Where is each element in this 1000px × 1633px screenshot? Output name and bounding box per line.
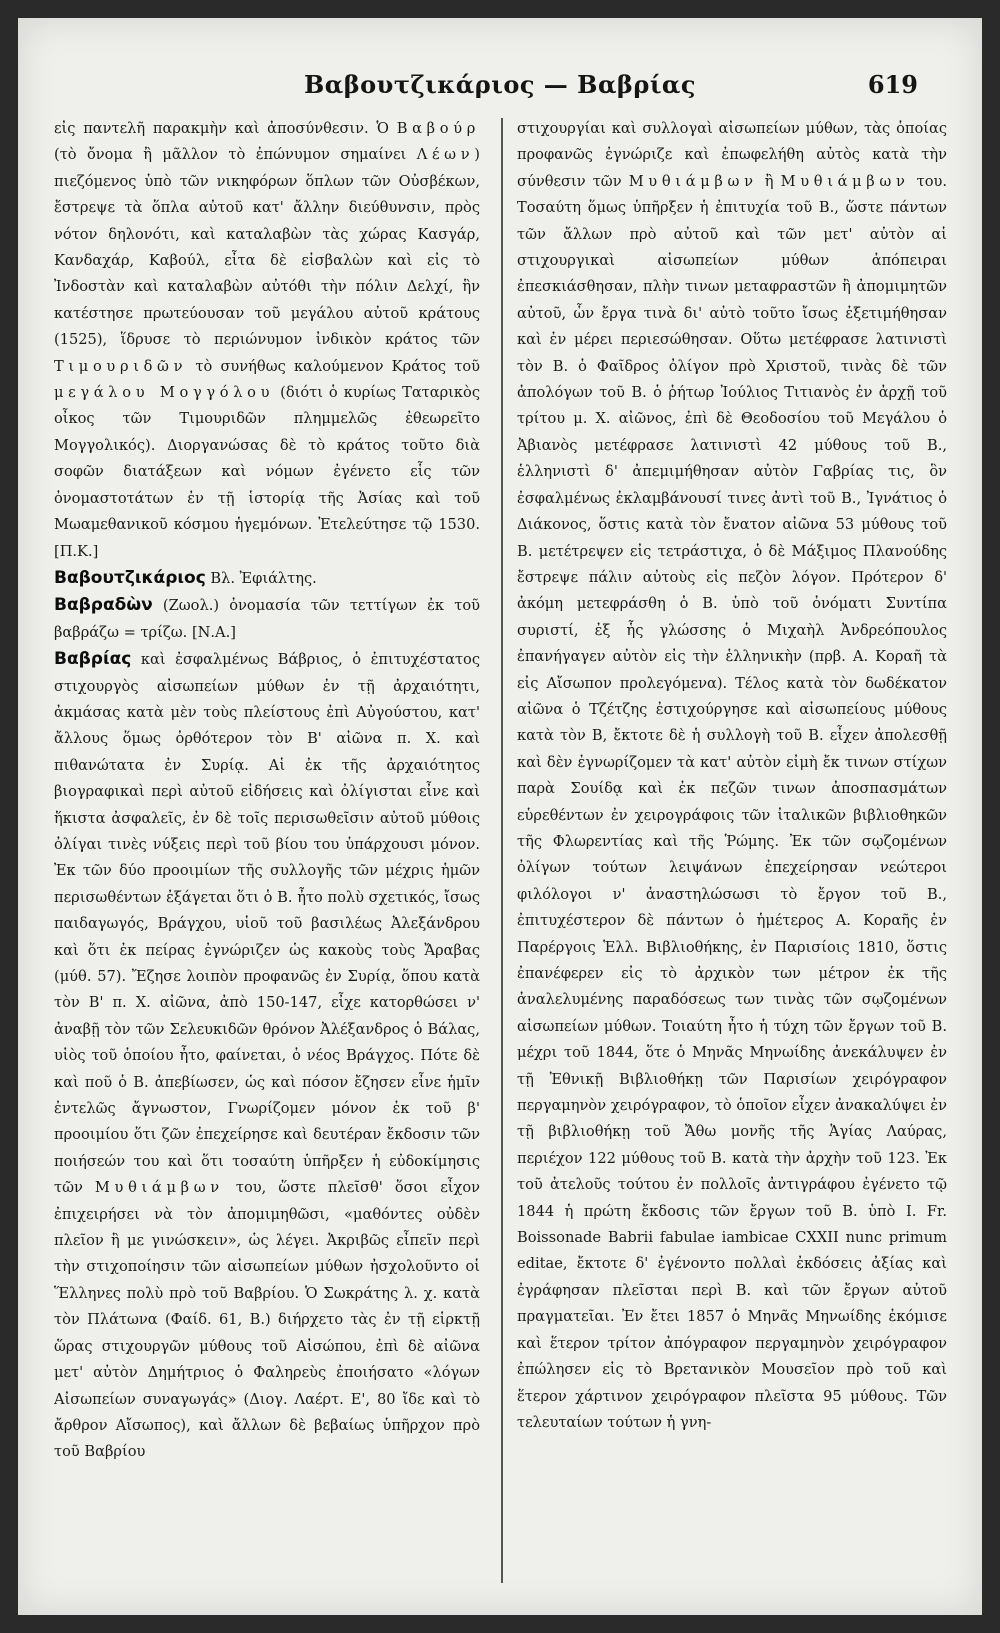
left-column [54,116,480,1586]
running-title: Βαβουτζικάριος — Βαβρίας [303,70,697,99]
spaced-name-timurids: Τιμουριδῶν [54,357,188,375]
text-run: τὸ συνήθως καλούμενον Κράτος τοῦ [187,357,480,375]
spaced-word-mythiamboi: Μυθιάμβων [628,172,758,190]
page [18,18,982,1615]
text-run: στιχουργίαι καὶ συλλογαὶ αἰσωπείων μύθων, τὰς ὁποίας προφανῶς ἐγνώριζε καὶ ἐπωφελήθη αὐτὸς κατὰ τὴν σύνθεσιν τῶν [517,120,947,190]
entry-text: του, ὥστε πλεῖσθ' ὅσοι εἶχον ἐπιχειρήσει νὰ τὸν ἀπομιμηθῶσι, «μαθόντες οὐδὲν πλεῖον ἢ με γινώσκειν», ὡς λέγει. Ἀκριβῶς εἶπεῖν περὶ τὴν στιχοποίησιν τῶν αἰσωπείων μύθων ἠσχολοῦντο οἱ Ἕλληνες πολὺ πρὸ τοῦ Βαβρίου. Ὁ Σωκράτης λ. χ. κατὰ τὸν Πλάτωνα (Φαίδ. 61, Β.) διήρχετο τὰς ἐν τῇ εἱρκτῇ ὥρας στιχουργῶν μύθους τοῦ Αἰσώπου, ἐπὶ δὲ αἰῶνα μετ' αὐτὸν Δημήτριος ὁ Φαληρεὺς ἐποιήσατο «λόγων Αἰσωπείων συναγωγάς» (Διογ. Λαέρτ. Ε', 80 ἴδε καὶ τὸ ἄρθρον Αἴσωπος), καὶ ἄλλων δὲ βεβαίως ὑπῆρχον πρὸ τοῦ Βαβρίου [54,1179,480,1461]
entry-text: καὶ ἐσφαλμένως Βάβριος, ὁ ἐπιτυχέστατος στιχουργὸς αἰσωπείων μύθων ἐν τῇ ἀρχαιότητι, ἀκμάσας κατὰ μὲν τοὺς πλείστους ἐπὶ Αὐγούστου, κατ' ἄλλους ὅμως ὀρθότερον τὸν Β' αἰῶνα π. Χ. καὶ πιθανώτατα ἐν Συρίᾳ. Αἱ ἐκ τῆς ἀρχαιότητος βιογραφικαὶ περὶ αὐτοῦ εἰδήσεις καὶ ὀλίγισται εἶνε καὶ ἥκιστα ἀσφαλεῖς, ἐν δὲ τοῖς περισωθεῖσιν αὐτοῦ μύθοις ὀλίγαι τινὲς νύξεις περὶ τοῦ βίου του ὑπάρχουσι μόνον. Ἐκ τῶν δύο προοιμίων τῆς συλλογῆς τῶν μέχρις ἡμῶν περισωθέντων ἐξάγεται ὅτι ὁ Β. ἦτο πολὺ σχετικός, ἴσως παιδαγωγός, Βράγχου, υἱοῦ τοῦ βασιλέως Ἀλεξάνδρου καὶ ὅτι ἐκ πείρας ἐγνώριζεν ὡς κακοὺς τοὺς Ἄραβας (μύθ. 57). Ἔζησε λοιπὸν προφανῶς ἐν Συρίᾳ, ὅπου κατὰ τὸν Β' π. Χ. αἰῶνα, ἀπὸ 150-147, εἶχε κατορθώσει ν' ἀναβῇ τὸν τῶν Σελευκιδῶν θρόνον Ἀλέξανδρος ὁ Βάλας, υἱὸς τοῦ ὁποίου ἦτο, φαίνεται, ὁ νέος Βράγχος. Πότε δὲ καὶ ποῦ ὁ Β. ἀπεβίωσεν, ὡς καὶ πόσον ἔζησεν εἶνε ἡμῖν ἐντελῶς ἄγνωστον, Γνωρίζομεν μόνον ἐκ τοῦ β' προοιμίου ὅτι ζῶν ἐπεχείρησε καὶ δευτέραν ἔκδοσιν τῶν ποιήσεών του καὶ ὅτι τοσαύτη ὑπῆρξεν ἡ εὐδοκίμησις τῶν [54,651,480,1197]
entry-text: (Ζωολ.) ὀνομασία τῶν τεττίγων ἐκ τοῦ βαβράζω = τρίζω. [Ν.Α.] [54,597,480,641]
headword: Βαβραδὼν [54,595,153,616]
column-divider [501,118,503,1583]
entry-vavradon [54,592,480,646]
entry-babur-continuation [54,116,480,565]
spaced-word-mythiamboi: Μυθιάμβων [780,172,910,190]
text-run: του. Τοσαύτη ὅμως ὑπῆρξεν ἡ ἐπιτυχία τοῦ Β., ὥστε πάντων τῶν ἄλλων πρὸ αὐτοῦ καὶ τῶν μετ' αὐτὸν αἱ στιχουργικαὶ αἰσωπείων μύθων ἀπόπειραι ἐπεσκιάσθησαν, πλὴν τινων μεταφραστῶν ἢ ἀπομιμητῶν αὐτοῦ, ὧν ἔργα τινὰ δι' αὐτὸ τοῦτο ἴσως ἐξετιμήθησαν καὶ ἐν μέρει περιεσώθησαν. Οὕτω μετέφρασε λατινιστὶ τὸν Β. ὁ Φαῖδρος ὀλίγον πρὸ Χριστοῦ, τινὰς δὲ τῶν ἀπολόγων τοῦ Β. ὁ ῥήτωρ Ἰούλιος Τιτιανὸς ἐν ἀρχῇ τοῦ τρίτου μ. Χ. αἰῶνος, ἐπὶ δὲ Θεοδοσίου τοῦ Μεγάλου ὁ Ἀβιανὸς μετέφρασε λατινιστὶ 42 μύθους τοῦ Β., ἑλληνιστὶ δ' ἀπεμιμήθησαν αὐτὸν Γαβρίας τις, ὃν ἐσφαλμένως ἐκλαμβάνουσί τινες ἀντὶ τοῦ Β., Ἰγνάτιος ὁ Διάκονος, ὅστις κατὰ τὸν ἔνατον αἰῶνα 53 μύθους τοῦ Β. μετέτρεψεν εἰς τετράστιχα, ὁ δὲ Μάξιμος Πλανούδης ἔστρεψε πάλιν αὐτοὺς εἰς πεζὸν λόγον. Πρότερον δ' ἀκόμη μετεφράσθη ὁ Β. ὑπὸ τοῦ ὀνόματι Συντίπα συριστί, ἐξ ἧς γλώσσης ὁ Μιχαὴλ Ἀνδρεόπουλος ἐπανήγαγεν αὐτὸν εἰς τὴν ἑλληνικὴν (πρβ. Α. Κοραῆ τὰ εἰς Αἴσωπον προλεγόμενα). Τέλος κατὰ τὸν δωδέκατον αἰῶνα ὁ Τζέτζης ἐστιχούργησε καὶ αἰσωπείους μύθους κατὰ τὸν Β, ἔκτοτε δὲ ἡ συλλογὴ τοῦ Β. εἶχεν ἀπολεσθῇ καὶ δὲν ἐγνωρίζομεν τὰ κατ' αὐτὸν εἰμὴ ἔκ τινων στίχων παρὰ Σουίδᾳ καὶ ἐκ πεζῶν τινων ἀποσπασμάτων εὑρεθέντων ἐν χειρογράφοις τῶν ἰταλικῶν βιβλιοθηκῶν τῆς Φλωρεντίας καὶ τῆς Ῥώμης. Ἐκ τῶν σῳζομένων ὀλίγων τούτων λειψάνων ἐπεχείρησαν νεώτεροι φιλόλογοι ν' ἀναστηλώσωσι τὸ ἔργον τοῦ Β., ἐπιτυχέστερον δὲ πάντων ὁ ἡμέτερος Α. Κοραῆς ἐν Παρέργοις Ἑλλ. Βιβλιοθήκης, ἐν Παρισίοις 1810, ὅστις ἐπανέφερεν εἰς τὸ ἀρχικὸν των μέτρον ἐκ τῆς ἀναλελυμένης παραδόσεως των τινὰς τῶν σῳζομένων αἰσωπείων μύθων. Τοιαύτη ἦτο ἡ τύχη τῶν ἔργων τοῦ Β. μέχρι τοῦ 1844, ὅτε ὁ Μηνᾶς Μηνωίδης ἀνεκάλυψεν ἐν τῇ Ἐθνικῇ Βιβλιοθήκῃ τῶν Παρισίων χειρόγραφον περγαμηνὸν χειρόγραφον, τὸ ὁποῖον εἶχεν ἀνακαλύψει ἐν τῇ βιβλιοθήκῃ τοῦ Ἄθω μονῆς τῆς Ἁγίας Λαύρας, περιέχον 122 μύθους τοῦ Β. κατὰ τὴν ἀρχὴν τοῦ 123. Ἐκ τοῦ ἀτελοῦς τούτου ἐν πολλοῖς ἀντιγράφου ἐγένετο τῷ 1844 ἡ πρώτη ἔκδοσις τῶν ἔργων τοῦ Β. ὑπὸ [517,172,947,1220]
headword: Βαβρίας [54,649,132,670]
headword: Βαβουτζικάριος [54,567,206,588]
text-run: ἔκτοτε δ' ἐγένοντο πολλαὶ ἐκδόσεις ἀξίας καὶ ἐγράφησαν πλεῖσται περὶ Β. καὶ τῶν ἔργων αὐτοῦ πραγματεῖαι. Ἐν ἔτει 1857 ὁ Μηνᾶς Μηνωίδης ἐκόμισε καὶ ἕτερον τρίτον ἀπόγραφον περγαμηνὸν χειρόγραφον ἐπώλησεν εἰς τὸ Βρετανικὸν Μουσεῖον πρὸ τοῦ καὶ ἕτερον χάρτινον χειρόγραφον πλεῖστα 95 μύθους. Τῶν τελευταίων τούτων ἡ γνη- [517,1255,947,1431]
spaced-word-mythiamboi: Μυθιάμβων [94,1179,224,1197]
spaced-word-lion: Λέων [416,146,475,164]
entry-text: Βλ. Ἐφιάλτης. [205,569,317,587]
entry-vavrias [54,646,480,1466]
page-number: 619 [867,70,918,99]
entry-vavrias-continuation [517,116,947,1436]
right-column [517,116,947,1586]
text-run: (διότι ὁ κυρίως Ταταρικὸς οἶκος τῶν Τιμουριδῶν πλημμελῶς ἐθεωρεῖτο Μογγολικός). Διοργανώσας δὲ τὸ κράτος τοῦτο διὰ σοφῶν διατάξεων καὶ νόμων ἐγένετο εἷς τῶν ὀνομαστοτάτων ἐν τῇ ἱστορίᾳ τῆς Ἀσίας καὶ τοῦ Μωαμεθανικοῦ κόσμου ἡγεμόνων. Ἐτελεύτησε τῷ 1530. [Π.Κ.] [54,384,480,560]
entry-vavoutzikarios [54,565,480,592]
text-run: εἰς παντελῆ παρακμὴν καὶ ἀποσύνθεσιν. Ὁ [54,120,397,137]
spaced-name-great-mogul: μεγάλου Μογγόλου [54,384,275,402]
running-header [18,66,982,106]
spaced-name-babur: Βαβούρ [396,120,480,137]
text-run: ) πιεζόμενος ὑπὸ τῶν νικηφόρων ὅπλων τῶν Οὐσβέκων, ἔστρεψε τὰ ὅπλα αὐτοῦ κατ' ἄλλην διεύθυνσιν, πρὸς νότον δηλονότι, καὶ καταλαβὼν τὰς χώρας Κασγάρ, Κανδαχάρ, Καβούλ, εἶτα δὲ εἰσβαλὼν καὶ εἰς τὸ Ἰνδοστὰν καὶ καταλαβὼν αὐτόθι τὴν πόλιν Δελχί, ἣν κατέστησε πρωτεύουσαν τοῦ μεγάλου αὐτοῦ κράτους (1525), ἵδρυσε τὸ περιώνυμον ἰνδικὸν κράτος τῶν [54,146,480,349]
text-run: ἢ [757,172,781,190]
text-run: (τὸ ὄνομα ἢ μᾶλλον τὸ ἐπώνυμον σημαίνει [54,146,417,164]
bibliography-reference: I. Fr. Boissonade Babrii fabulae iambicae CXXII nunc primum editae, [517,1202,947,1273]
